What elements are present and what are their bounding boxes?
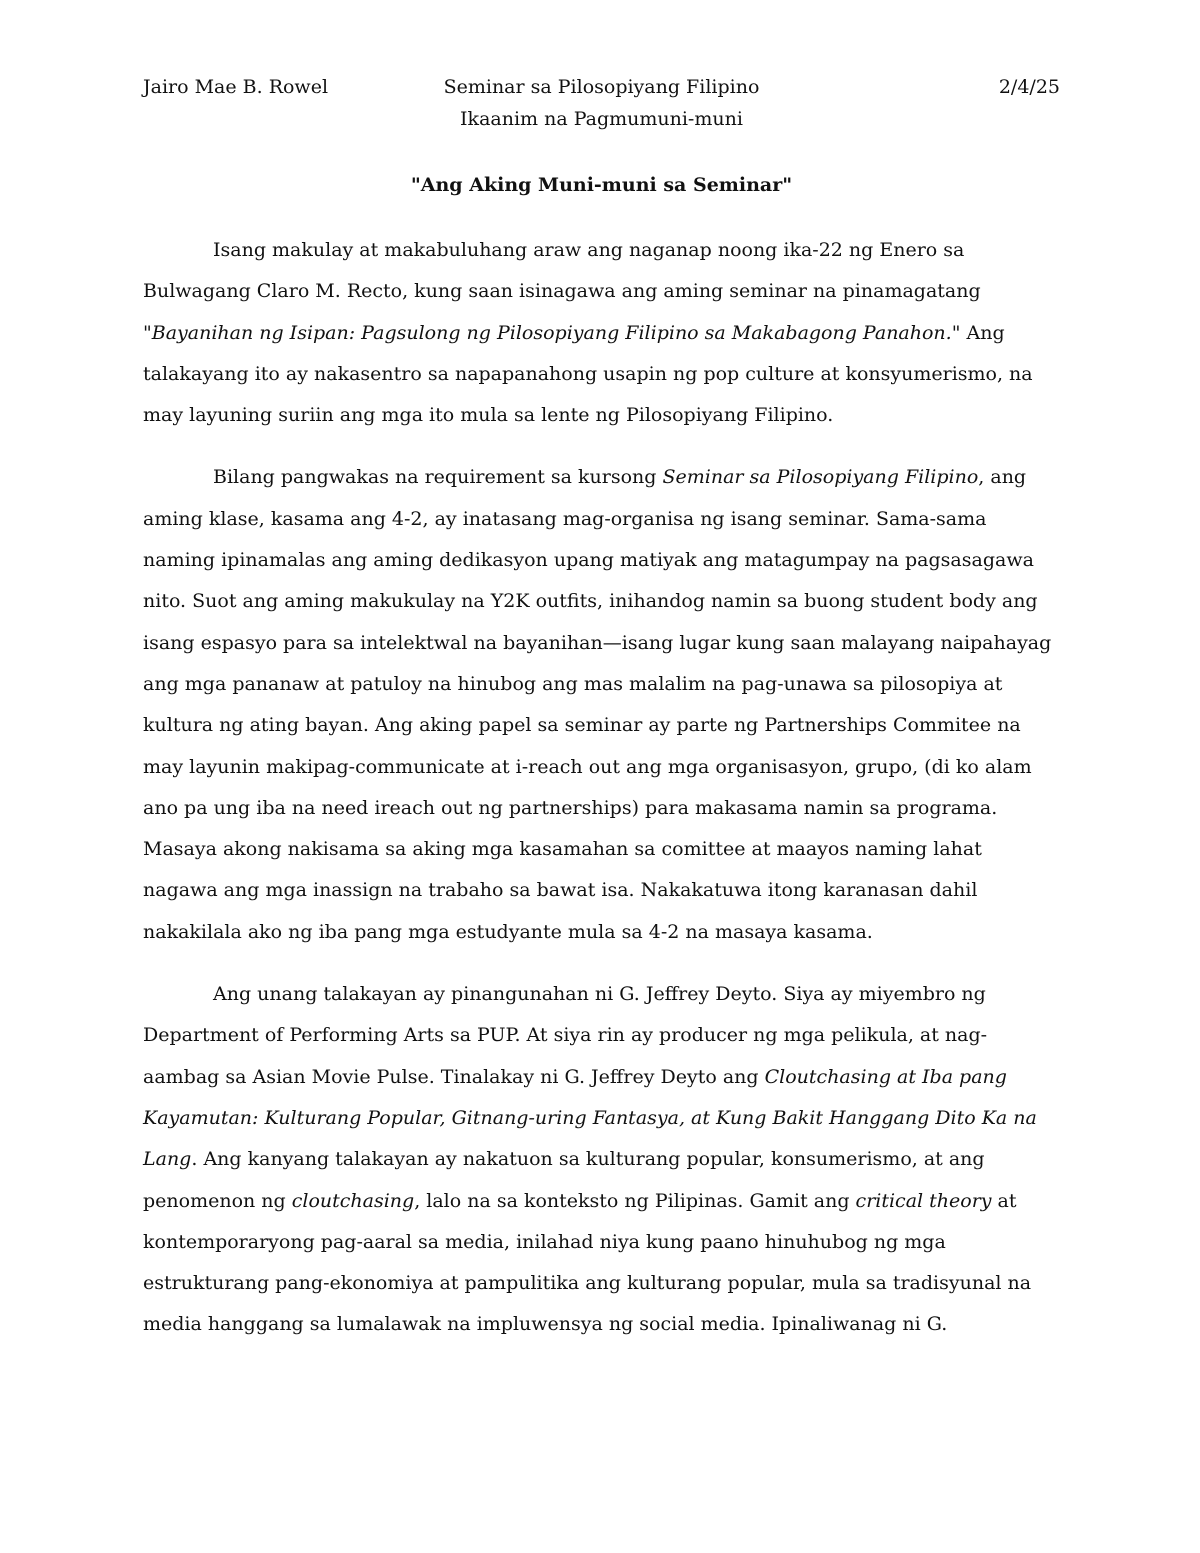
paragraph-2-text-a: Bilang pangwakas na requirement sa kursong	[213, 466, 663, 489]
paragraph-3-text-a: Ang unang talakayan ay pinangunahan ni G. Jeffrey Deyto. Siya ay miyembro ng Department of Performing Arts sa PUP. At siya rin ay producer ng mga pelikula, at nag-aambag sa Asian Movie Pulse. Tinalakay ni G. Jeffrey Deyto ang	[143, 983, 988, 1088]
paragraph-2	[143, 457, 1060, 953]
document-header	[143, 72, 1060, 102]
course-title-italic: Seminar sa Pilosopiyang Filipino	[662, 466, 979, 489]
course-name: Seminar sa Pilosopiyang Filipino	[443, 76, 760, 98]
seminar-title-italic: "Bayanihan ng Isipan: Pagsulong ng Pilosopiyang Filipino sa Makabagong Panahon."	[143, 321, 961, 344]
document-title: "Ang Aking Muni-muni sa Seminar"	[410, 174, 793, 196]
paragraph-1-text-a: Isang makulay at makabuluhang araw ang naganap noong ika-22 ng Enero sa Bulwagang Claro M. Recto, kung saan isinagawa ang aming seminar na pinamagatang	[143, 239, 981, 303]
paragraph-3-text-c: . Ang kanyang talakayan ay nakatuon sa kulturang popular, konsumerismo, at ang penomenon ng	[143, 1148, 985, 1212]
document-date: 2/4/25	[998, 76, 1060, 98]
document-subtitle: Ikaanim na Pagmumuni-muni	[460, 108, 743, 130]
author-name: Jairo Mae B. Rowel	[143, 76, 329, 98]
critical-theory-italic: critical theory	[855, 1189, 992, 1212]
paragraph-3-text-g: at kontemporaryong pag-aaral sa media, inilahad niya kung paano hinuhubog ng mga estrukturang pang-ekonomiya at pampulitika ang kulturang popular, mula sa tradisyunal na media hanggang sa lumalawak na impluwensya ng social media. Ipinaliwanag ni G.	[143, 1189, 1032, 1336]
cloutchasing-italic: cloutchasing	[291, 1189, 415, 1212]
paragraph-1	[143, 230, 1060, 436]
paragraph-2-text-c: , ang aming klase, kasama ang 4-2, ay inatasang mag-organisa ng isang seminar. Sama-sama naming ipinamalas ang aming dedikasyon upang matiyak ang matagumpay na pagsasagawa nito. Suot ang aming makukulay na Y2K outfits, inihandog namin sa buong student body ang isang espasyo para sa intelektwal na bayanihan—isang lugar kung saan malayang naipahayag ang mga pananaw at patuloy na hinubog ang mas malalim na pag-unawa sa pilosopiya at kultura ng ating bayan. Ang aking papel sa seminar ay parte ng Partnerships Commitee na may layunin makipag-communicate at i-reach out ang mga organisasyon, grupo, (di ko alam ano pa ung iba na need ireach out ng partnerships) para makasama namin sa programa. Masaya akong nakisama sa aking mga kasamahan sa comittee at maayos naming lahat nagawa ang mga inassign na trabaho sa bawat isa. Nakakatuwa itong karanasan dahil nakakilala ako ng iba pang mga estudyante mula sa 4-2 na masaya kasama.	[143, 466, 1052, 943]
paragraph-1-text-c: Ang talakayang ito ay nakasentro sa napapanahong usapin ng pop culture at konsyumerismo, na may layuning suriin ang mga ito mula sa lente ng Pilosopiyang Filipino.	[143, 321, 1033, 427]
paragraph-3	[143, 974, 1060, 1346]
document-body	[143, 230, 1060, 1367]
paragraph-3-text-e: , lalo na sa konteksto ng Pilipinas. Gamit ang	[414, 1189, 856, 1212]
talk-title-italic: Cloutchasing at Iba pang Kayamutan: Kulturang Popular, Gitnang-uring Fantasya, at Kung Bakit Hanggang Dito Ka na Lang	[143, 1065, 1037, 1171]
